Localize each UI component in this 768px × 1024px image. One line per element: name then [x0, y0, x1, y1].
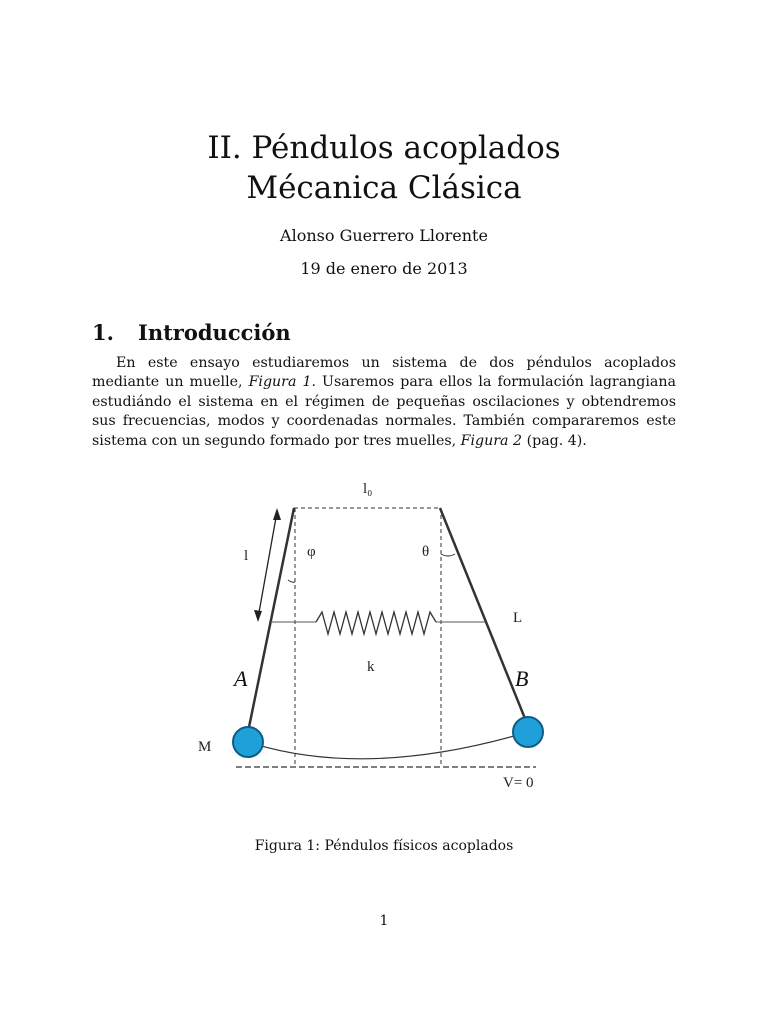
label-l0: l₀ [363, 481, 373, 497]
section-heading [92, 320, 291, 345]
figure-caption: Figura 1: Péndulos físicos acoplados [254, 838, 514, 854]
figure-reference-2[interactable]: Figura 2 [460, 432, 523, 449]
angle-arc-phi [288, 580, 295, 582]
title-line-2: Mécanica Clásica [246, 170, 522, 206]
intro-paragraph [92, 354, 676, 451]
author: Alonso Guerrero Llorente [280, 226, 488, 245]
pendulum-diagram [196, 470, 576, 800]
date: 19 de enero de 2013 [300, 259, 468, 278]
mass-A [233, 727, 263, 757]
section-number: 1. [92, 320, 114, 345]
coupled-pendulums-figure [196, 470, 576, 800]
page-number: 1 [379, 913, 389, 929]
label-L: L [513, 610, 523, 626]
section-title: Introducción [138, 320, 291, 345]
length-arrow-head-top [273, 508, 281, 520]
label-B: B [515, 666, 529, 691]
figure-reference-1[interactable]: Figura 1 [248, 374, 312, 391]
paragraph-text-2: . Usaremos para ellos la formulación lagrangiana estudiándo el sistema en el régimen de pequeñas oscilaciones y obtendremos sus frecuencias, modos y coordenadas normales. También compararemos este sistema con un segundo formado por tres muelles, [92, 374, 676, 449]
label-V0: V= 0 [503, 775, 534, 791]
label-phi: φ [307, 544, 316, 560]
spring [316, 612, 436, 634]
trajectory-arc [248, 732, 528, 759]
paragraph-text-1: En este ensayo estudiaremos un sistema de dos péndulos acoplados mediante un muelle, [92, 355, 676, 391]
title-line-1: II. Péndulos acoplados [207, 130, 561, 166]
document-title [0, 128, 768, 208]
label-l: l [244, 548, 249, 564]
mass-B [513, 717, 543, 747]
rod-left [248, 508, 294, 732]
paragraph-text-3: (pag. 4). [522, 432, 587, 449]
label-k: k [367, 659, 375, 675]
label-theta: θ [422, 544, 430, 560]
length-arrow-head-bottom [254, 610, 262, 622]
label-A: A [234, 666, 248, 691]
label-M: M [198, 739, 212, 755]
angle-arc-theta [441, 554, 455, 556]
